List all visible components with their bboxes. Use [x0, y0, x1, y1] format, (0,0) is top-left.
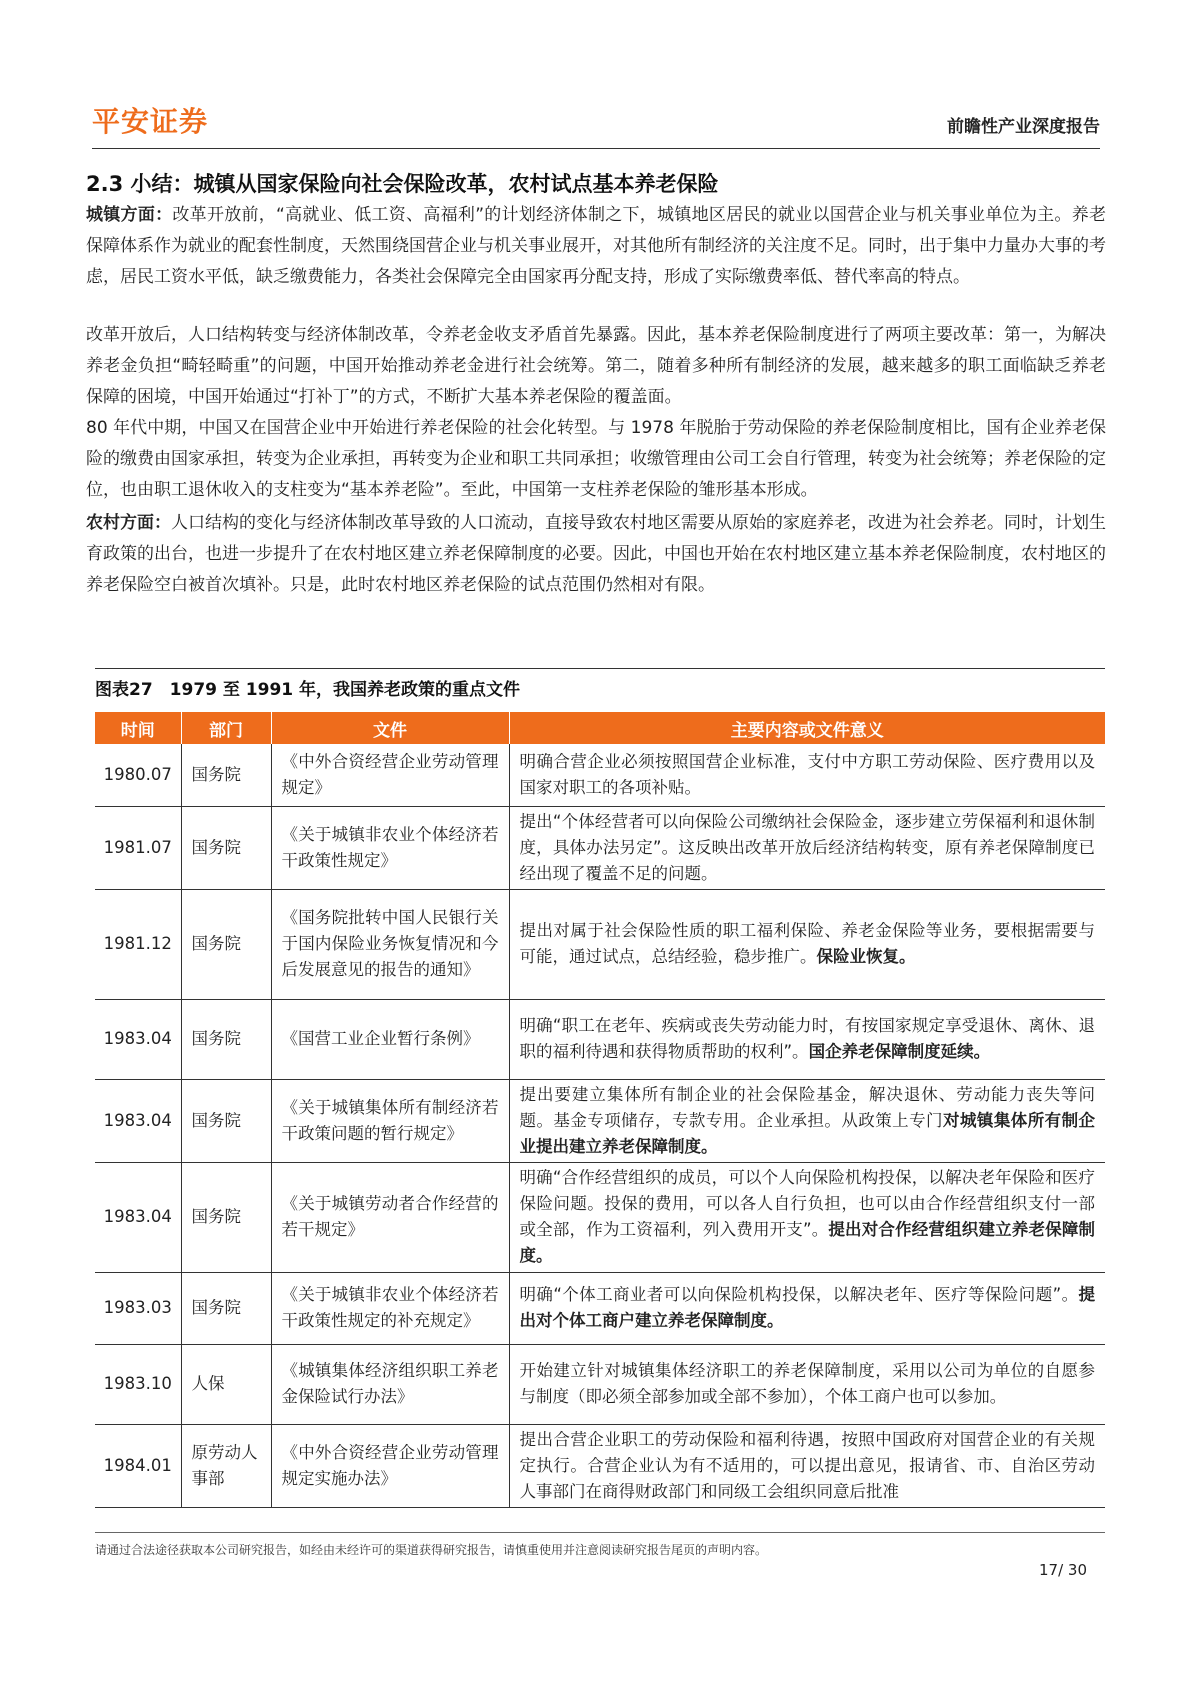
paragraph-urban — [86, 200, 1106, 293]
content-text: 提出合营企业职工的劳动保险和福利待遇，按照中国政府对国营企业的有关规定执行。合营企业认为有不适用的，可以提出意见，报请省、市、自治区劳动人事部门在商得财政部门和同级工会组织同意后批准 — [519, 1429, 1095, 1501]
cell-dept: 原劳动人事部 — [181, 1424, 271, 1507]
page-footer — [95, 1532, 1105, 1579]
cell-doc: 《关于城镇非农业个体经济若干政策性规定》 — [271, 806, 509, 889]
table-row — [95, 889, 1105, 999]
table-row — [95, 1162, 1105, 1272]
cell-dept: 国务院 — [181, 744, 271, 806]
content-bold: 提出对个体工商户建立养老保障制度。 — [519, 1285, 1095, 1330]
report-type: 前瞻性产业深度报告 — [947, 117, 1100, 137]
cell-doc: 《中外合资经营企业劳动管理规定实施办法》 — [271, 1424, 509, 1507]
paragraph-text: 改革开放后，人口结构转变与经济体制改革，令养老金收支矛盾首先暴露。因此，基本养老保险制度进行了两项主要改革：第一，为解决养老金负担“畸轻畸重”的问题，中国开始推动养老金进行社会统筹。第二，随着多种所有制经济的发展，越来越多的职工面临缺乏养老保障的困境，中国开始通过“打补丁”的方式，不断扩大基本养老保险的覆盖面。 — [86, 325, 1106, 407]
paragraph-lead: 城镇方面： — [86, 205, 173, 225]
cell-time: 1984.01 — [95, 1424, 181, 1507]
cell-dept: 人保 — [181, 1344, 271, 1424]
content-bold: 保险业恢复。 — [816, 947, 916, 966]
cell-doc: 《关于城镇集体所有制经济若干政策问题的暂行规定》 — [271, 1079, 509, 1162]
cell-time: 1983.10 — [95, 1344, 181, 1424]
cell-time: 1980.07 — [95, 744, 181, 806]
section-title: 2.3 小结：城镇从国家保险向社会保险改革，农村试点基本养老保险 — [86, 172, 719, 196]
figure-title-text: 图表27 1979 至 1991 年，我国养老政策的重点文件 — [95, 680, 521, 700]
cell-time: 1983.04 — [95, 1162, 181, 1272]
cell-doc: 《国营工业企业暂行条例》 — [271, 999, 509, 1079]
cell-doc: 《关于城镇非农业个体经济若干政策性规定的补充规定》 — [271, 1272, 509, 1344]
header-time: 时间 — [95, 712, 181, 744]
cell-content — [509, 1344, 1105, 1424]
cell-time: 1981.12 — [95, 889, 181, 999]
cell-content — [509, 999, 1105, 1079]
page-number: 17/ 30 — [1039, 1561, 1087, 1579]
company-logo: 平安证券 — [92, 105, 209, 138]
content-bold: 提出对合作经营组织建立养老保障制度。 — [519, 1220, 1095, 1265]
cell-content — [509, 1162, 1105, 1272]
cell-time: 1983.04 — [95, 1079, 181, 1162]
content-text: 提出对属于社会保险性质的职工福利保险、养老金保险等业务，要根据需要与可能，通过试点，总结经验，稳步推广。 — [519, 921, 1095, 966]
content-text: 明确“个体工商业者可以向保险机构投保，以解决老年、医疗等保险问题”。 — [519, 1285, 1079, 1304]
cell-time: 1983.03 — [95, 1272, 181, 1344]
paragraph-text: 改革开放前，“高就业、低工资、高福利”的计划经济体制之下，城镇地区居民的就业以国营企业与机关事业单位为主。养老保障体系作为就业的配套性制度，天然围绕国营企业与机关事业展开，对其他所有制经济的关注度不足。同时，出于集中力量办大事的考虑，居民工资水平低，缺乏缴费能力，各类社会保障完全由国家再分配支持，形成了实际缴费率低、替代率高的特点。 — [86, 205, 1106, 287]
paragraph-rural — [86, 508, 1106, 601]
table-row — [95, 806, 1105, 889]
figure-title — [95, 668, 1105, 707]
cell-doc: 《中外合资经营企业劳动管理规定》 — [271, 744, 509, 806]
content-text: 明确合营企业必须按照国营企业标准，支付中方职工劳动保险、医疗费用以及国家对职工的各项补贴。 — [519, 751, 1095, 797]
cell-dept: 国务院 — [181, 1272, 271, 1344]
cell-content — [509, 1424, 1105, 1507]
paragraph-lead: 农村方面： — [86, 513, 171, 533]
content-text: 明确“职工在老年、疾病或丧失劳动能力时，有按国家规定享受退休、离休、退职的福利待遇和获得物质帮助的权利”。 — [519, 1016, 1095, 1061]
content-text: 开始建立针对城镇集体经济职工的养老保障制度，采用以公司为单位的自愿参与制度（即必须全部参加或全部不参加），个体工商户也可以参加。 — [519, 1361, 1095, 1406]
table-row — [95, 744, 1105, 806]
cell-dept: 国务院 — [181, 1162, 271, 1272]
table-row — [95, 1272, 1105, 1344]
content-bold: 国企养老保障制度延续。 — [808, 1042, 991, 1061]
page-header — [92, 98, 1100, 149]
table-row — [95, 999, 1105, 1079]
content-text: 明确“合作经营组织的成员，可以个人向保险机构投保，以解决老年保险和医疗保险问题。投保的费用，可以各人自行负担，也可以由合作经营组织支付一部或全部，作为工资福利，列入费用开支”。 — [519, 1168, 1095, 1239]
cell-content — [509, 1272, 1105, 1344]
cell-dept: 国务院 — [181, 1079, 271, 1162]
cell-content — [509, 1079, 1105, 1162]
disclaimer-note: 请通过合法途径获取本公司研究报告，如经由未经许可的渠道获得研究报告，请慎重使用并注意阅读研究报告尾页的声明内容。 — [95, 1543, 768, 1557]
cell-doc: 《关于城镇劳动者合作经营的若干规定》 — [271, 1162, 509, 1272]
cell-content — [509, 744, 1105, 806]
content-text: 提出要建立集体所有制企业的社会保险基金，解决退休、劳动能力丧失等问题。基金专项储存，专款专用。企业承担。从政策上专门 — [519, 1084, 1095, 1130]
table-row — [95, 1424, 1105, 1507]
table-header-row — [95, 712, 1105, 744]
cell-dept: 国务院 — [181, 889, 271, 999]
cell-time: 1981.07 — [95, 806, 181, 889]
cell-dept: 国务院 — [181, 806, 271, 889]
cell-content — [509, 889, 1105, 999]
cell-time: 1983.04 — [95, 999, 181, 1079]
cell-dept: 国务院 — [181, 999, 271, 1079]
content-bold: 对城镇集体所有制企业提出建立养老保障制度。 — [519, 1110, 1096, 1156]
paragraph-text: 80 年代中期，中国又在国营企业中开始进行养老保险的社会化转型。与 1978 年脱胎于劳动保险的养老保险制度相比，国有企业养老保险的缴费由国家承担，转变为企业承担，再转变为企业和职工共同承担；收缴管理由公司工会自行管理，转变为社会统筹；养老保险的定位，也由职工退休收入的支柱变为“基本养老险”。至此，中国第一支柱养老保险的雏形基本形成。 — [86, 418, 1106, 500]
policy-table — [95, 712, 1105, 1508]
header-dept: 部门 — [181, 712, 271, 744]
cell-doc: 《城镇集体经济组织职工养老金保险试行办法》 — [271, 1344, 509, 1424]
cell-content — [509, 806, 1105, 889]
paragraph-text: 人口结构的变化与经济体制改革导致的人口流动，直接导致农村地区需要从原始的家庭养老，改进为社会养老。同时，计划生育政策的出台，也进一步提升了在农村地区建立养老保障制度的必要。因此，中国也开始在农村地区建立基本养老保险制度，农村地区的养老保险空白被首次填补。只是，此时农村地区养老保险的试点范围仍然相对有限。 — [86, 513, 1106, 595]
header-doc: 文件 — [271, 712, 509, 744]
cell-doc: 《国务院批转中国人民银行关于国内保险业务恢复情况和今后发展意见的报告的通知》 — [271, 889, 509, 999]
paragraph-reform — [86, 320, 1106, 413]
table-row — [95, 1344, 1105, 1424]
header-content: 主要内容或文件意义 — [509, 712, 1105, 744]
paragraph-80s — [86, 413, 1106, 506]
table-row — [95, 1079, 1105, 1162]
content-text: 提出“个体经营者可以向保险公司缴纳社会保险金，逐步建立劳保福利和退休制度，具体办法另定”。这反映出改革开放后经济结构转变，原有养老保障制度已经出现了覆盖不足的问题。 — [519, 811, 1095, 883]
